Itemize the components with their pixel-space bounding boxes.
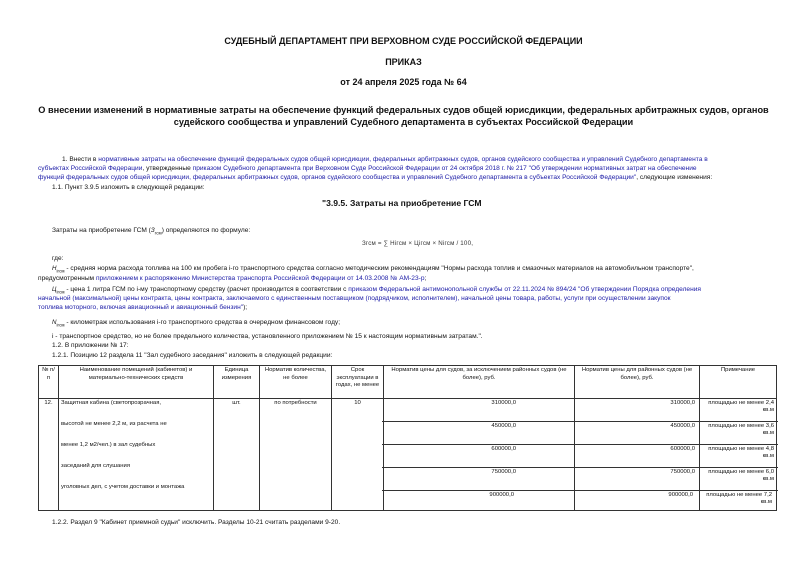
para-1-2-2: 1.2.2. Раздел 9 "Кабинет приемной судьи" исключить. Разделы 10-21 считать разделами 9-20. bbox=[52, 519, 341, 526]
link-order-217[interactable]: приказом Судебного департамента при Верховном Суде Российской Федерации от 24 октября 2018 г. № 217 "Об утверждении нормативных затрат на обеспечение bbox=[192, 165, 697, 172]
cell-service-life: 10 bbox=[332, 399, 384, 511]
link-normative-costs[interactable]: нормативные затраты на обеспечение функций федеральных судов общей юрисдикции, федеральных арбитражных судов, органов судейского сообщества и управлений Судебного департамента в bbox=[98, 156, 708, 163]
document-date-number: от 24 апреля 2025 года № 64 bbox=[340, 77, 467, 87]
para1-line1: 1. Внести в нормативные затраты на обеспечение функций федеральных судов общей юрисдикции, федеральных арбитражных судов, органов судейского сообщества и управлений Судебного департамента в bbox=[62, 156, 708, 163]
cell-unit: шт. bbox=[214, 399, 260, 511]
header-unit: Единица измерения bbox=[214, 366, 260, 399]
link-fas-order-end[interactable]: топлива моторного, включая авиационный и авиационный бензин" bbox=[38, 304, 244, 311]
header-number: № п/п bbox=[39, 366, 59, 399]
cell-note: площадью не менее 2,4 кв.м площадью не менее 3,6 кв.м площадью не менее 4,8 кв.м площадью не менее 6,0 кв.м площадью не менее 7,2 кв.м bbox=[700, 399, 777, 511]
table-row bbox=[39, 399, 777, 511]
header-note: Примечание bbox=[700, 366, 777, 399]
header-name: Наименование помещений (кабинетов) и материально-технических средств bbox=[59, 366, 214, 399]
header-service-life: Срок эксплуатации в годах, не менее bbox=[332, 366, 384, 399]
para1-line2: субъектах Российской Федерации, утвержденные приказом Судебного департамента при Верховном Суде Российской Федерации от 24 октября 2018 г. № 217 "Об утверждении нормативных затрат на обеспечение bbox=[38, 165, 697, 172]
cell-quantity: по потребности bbox=[260, 399, 332, 511]
cost-formula: Згсм = ∑ Нiгсм × Цiгсм × Niгсм / 100, bbox=[362, 240, 474, 247]
document-title-line2: судейского сообщества и управлений Судебного департамента в субъектах Российской Федерации bbox=[173, 117, 634, 127]
cell-name: Защитная кабина (светопрозрачная, высотой не менее 2,2 м, из расчета не менее 1,2 м2/чел.) в зал судебных заседаний для слушания уголовных дел, с учетом доставки и монтажа bbox=[59, 399, 214, 511]
definition-mileage: $N_{iгсм}$ - километраж использования i-го транспортного средства в очередном финансовом году; bbox=[52, 319, 341, 328]
definition-fuel-price-cont2: топлива моторного, включая авиационный и авиационный бензин"); bbox=[38, 304, 248, 311]
document-title-line1: О внесении изменений в нормативные затраты на обеспечение функций федеральных судов общей юрисдикции, федеральных арбитражных судов, органов bbox=[38, 105, 769, 115]
link-order-217-cont[interactable]: функций федеральных судов общей юрисдикции, федеральных арбитражных судов, органов судейского сообщества и управлений Судебного департамента в субъектах Российской Федерации" bbox=[38, 174, 637, 181]
definition-fuel-price: $Ц_{iгсм}$ - цена 1 литра ГСМ по i-му транспортному средству (расчет производится в соответствии с приказом Федеральной антимонопольной службы от 22.11.2024 № 894/24 "Об утверждении Порядка определения bbox=[52, 286, 701, 295]
definition-fuel-norm: $Н_{iгсм}$ - средняя норма расхода топлива на 100 км пробега i-го транспортного средства согласно методическим рекомендациям "Нормы расхода топлив и смазочных материалов на автомобильном транспорте", bbox=[52, 265, 694, 274]
link-normative-costs-cont[interactable]: субъектах Российской Федерации bbox=[38, 165, 143, 172]
cell-number: 12. bbox=[39, 399, 59, 511]
organization-header: СУДЕБНЫЙ ДЕПАРТАМЕНТ ПРИ ВЕРХОВНОМ СУДЕ РОССИЙСКОЙ ФЕДЕРАЦИИ bbox=[224, 36, 583, 46]
para-1-2: 1.2. В приложении № 17: bbox=[52, 342, 129, 349]
para-1-2-1: 1.2.1. Позицию 12 раздела 11 "Зал судебного заседания" изложить в следующей редакции: bbox=[52, 352, 333, 359]
cell-price-main: 310000,0 450000,0 600000,0 750000,0 900000,0 bbox=[384, 399, 575, 511]
where-label: где: bbox=[52, 255, 64, 262]
header-quantity: Норматив количества, не более bbox=[260, 366, 332, 399]
norms-table bbox=[38, 365, 777, 511]
header-price-main: Норматив цены для судов, за исключением районных судов (не более), руб. bbox=[384, 366, 575, 399]
link-transport-ministry-order[interactable]: приложением к распоряжению Министерства транспорта Российской Федерации от 14.03.2008 № АМ-23-р bbox=[95, 275, 425, 282]
formula-intro: Затраты на приобретение ГСМ $(З_{гсм})$ определяются по формуле: bbox=[52, 227, 251, 236]
link-fas-order[interactable]: приказом Федеральной антимонопольной службы от 22.11.2024 № 894/24 "Об утверждении Порядка определения bbox=[348, 286, 701, 293]
para-1-1: 1.1. Пункт 3.9.5 изложить в следующей редакции: bbox=[52, 184, 205, 191]
section-heading: "3.9.5. Затраты на приобретение ГСМ bbox=[322, 198, 482, 208]
document-type: ПРИКАЗ bbox=[385, 57, 422, 67]
definition-fuel-norm-cont: предусмотренным приложением к распоряжению Министерства транспорта Российской Федерации от 14.03.2008 № АМ-23-р; bbox=[38, 275, 427, 282]
cell-price-district: 310000,0 450000,0 600000,0 750000,0 900000,0 bbox=[575, 399, 700, 511]
header-price-district: Норматив цены для районных судов (не более), руб. bbox=[575, 366, 700, 399]
table-header-row bbox=[39, 366, 777, 399]
definition-vehicle: i - транспортное средство, но не более предельного количества, установленного приложением № 15 к настоящим нормативным затратам.". bbox=[52, 333, 483, 340]
para1-line3: функций федеральных судов общей юрисдикции, федеральных арбитражных судов, органов судейского сообщества и управлений Судебного департамента в субъектах Российской Федерации", следующие изменения: bbox=[38, 174, 713, 181]
definition-fuel-price-cont[interactable]: начальной (максимальной) цены контракта, цены контракта, заключаемого с единственным поставщиком (подрядчиком, исполнителем), начальной цены товара, работы, услуги при осуществлении закупок bbox=[38, 295, 671, 302]
